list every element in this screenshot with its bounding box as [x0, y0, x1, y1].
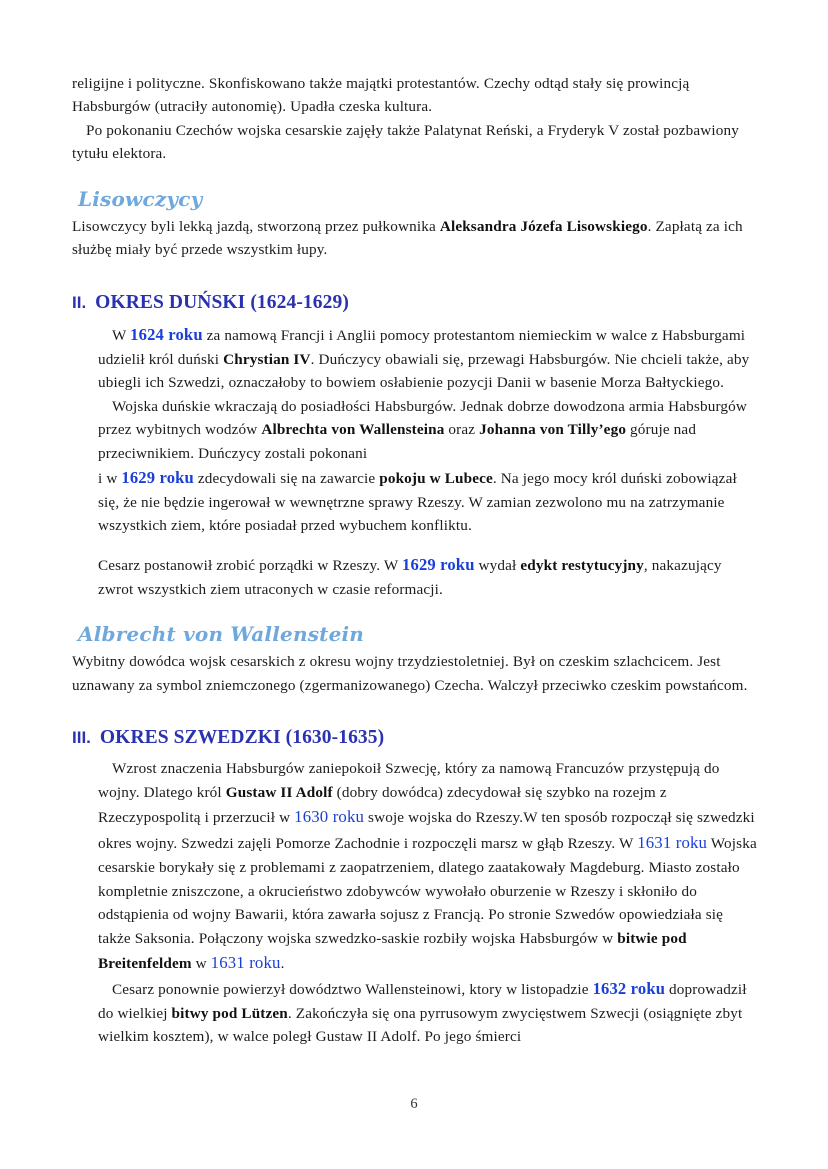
date-highlight-1632: 1632 roku — [592, 979, 666, 999]
text-run: . Zakończyła się ona pyrrusowym zwycięstwem Szwecji (osiągnięte zbyt wielkim kosztem), w walce poległ Gustaw II Adolf. Po jego śmierci — [98, 1004, 743, 1046]
text-run: Wojska duńskie wkraczają do posiadłości Habsburgów. Jednak dobrze dowodzona armia Habsburgów przez wybitnych wodzów — [98, 397, 748, 439]
section-heading-2 — [72, 292, 758, 314]
wallenstein-paragraph: Wybitny dowódca wojsk cesarskich z okresu wojny trzydziestoletniej. Był on czeskim szlachcicem. Jest uznawany za symbol zniemczonego (zgermanizowanego) Czecha. Walczył przeciwko czeskim powstańcom. — [72, 653, 748, 694]
text-run: zdecydowali się na zawarcie — [193, 470, 380, 488]
text-run: doprowadził do wielkiej — [98, 981, 747, 1022]
text-run: w — [191, 955, 211, 973]
text-run: góruje nad przeciwnikiem. Duńczycy zostali pokonani — [98, 421, 697, 462]
text-run: (dobry dowódca) zdecydował się szybko na rozejm z Rzeczypospolitą i przerzucił w — [98, 783, 667, 827]
text-run: . — [280, 955, 285, 973]
page-number: 6 — [410, 1096, 418, 1112]
heading-albrecht-von-wallenstein: Albrecht von Wallenstein — [78, 622, 365, 647]
section-3-body — [98, 757, 758, 1048]
bold-run-lisowski: Aleksandra Józefa Lisowskiego — [439, 217, 648, 235]
text-run: . Zapłatą za ich służbę miały być przede wszystkim łupy. — [72, 217, 743, 259]
bold-run-breitenfeld: bitwie pod Breitenfeldem — [98, 929, 687, 973]
bold-run-edykt: edykt restytucyjny — [520, 556, 644, 574]
text-run: Lisowczycy byli lekką jazdą, stworzoną przez pułkownika — [72, 217, 440, 235]
section-2-paragraph-4 — [98, 552, 758, 601]
intro-paragraph-1: religijne i polityczne. Skonfiskowano także majątki protestantów. Czechy odtąd stały się prowincją Habsburgów (utraciły autonomię). Upadła czeska kultura. — [72, 75, 690, 116]
bold-run-pokoj-lubece: pokoju w Lubece — [379, 470, 493, 488]
section-2-paragraph-2 — [98, 395, 758, 465]
page-content — [72, 72, 758, 1049]
text-run: Wzrost znaczenia Habsburgów zaniepokoił Szwecję, który za namową Francuzów przystępują do wojny. Dlatego król — [98, 760, 720, 801]
section-3-paragraph-2 — [98, 976, 758, 1049]
section-title: OKRES DUŃSKI (1624-1629) — [95, 291, 349, 313]
section-number: III. — [72, 728, 91, 748]
text-run: i w — [98, 470, 122, 488]
text-run: W — [112, 327, 131, 345]
date-highlight-1629-a: 1629 roku — [121, 468, 194, 488]
lisowczycy-paragraph — [72, 215, 758, 262]
heading-lisowczycy: Lisowczycy — [78, 186, 203, 211]
date-highlight-1631-b: 1631 roku — [210, 953, 281, 973]
bold-run-gustaw-ii-adolf: Gustaw II Adolf — [225, 783, 333, 801]
section-3-paragraph-1 — [98, 757, 758, 976]
bold-run-chrystian-iv: Chrystian IV — [223, 350, 311, 368]
section-number: II. — [72, 292, 87, 312]
bold-run-tilly: Johanna von Tilly’ego — [479, 421, 627, 439]
text-run: . Duńczycy obawiali się, przewagi Habsburgów. Nie chcieli także, aby ubiegli ich Szwedzi, oznaczałoby to bowiem osłabienie pozycji Danii w basenie Morza Bałtyckiego. — [98, 350, 750, 392]
date-highlight-1630: 1630 roku — [294, 807, 365, 827]
intro-paragraph-2: Po pokonaniu Czechów wojska cesarskie zajęły także Palatynat Reński, a Fryderyk V został pozbawiony tytułu elektora. — [72, 121, 740, 163]
text-run: Cesarz ponownie powierzył dowództwo Wallensteinowi, ktory w listopadzie — [112, 981, 593, 999]
section-2-paragraph-1 — [98, 322, 758, 395]
text-run: , nakazujący zwrot wszystkich ziem utraconych w czasie reformacji. — [98, 556, 722, 598]
date-highlight-1631-a: 1631 roku — [637, 833, 708, 853]
text-run: . Na jego mocy król duński zobowiązał się, że nie będzie ingerował w wewnętrzne sprawy Rzeszy. W zamian zezwolono mu na zatrzymanie wszystkich ziem, które posiadał przed wybuchem konfliktu. — [98, 470, 737, 535]
section-title: OKRES SZWEDZKI (1630-1635) — [99, 727, 385, 749]
date-highlight-1629-b: 1629 roku — [402, 554, 475, 574]
section-heading-3 — [72, 727, 758, 749]
text-run: Wojska cesarskie borykały się z problemami z zaopatrzeniem, dlatego zaatakowały Magdeburg. Miasto zostało kompletnie zniszczone, a okrucieństwo zdobywców wywołało oburzenie w Rzeszy i skłoniło do odstąpienia od wojny Bawarii, która zawarła sojusz z Francją. Po stronie Szwedów opowiedziała się także Saksonia. Połączony wojska szwedzko-saskie rozbiły wojska Habsburgów w — [98, 835, 757, 947]
text-run: Cesarz postanowił zrobić porządki w Rzeszy. W — [98, 556, 403, 574]
bold-run-wallenstein: Albrechta von Wallensteina — [261, 421, 445, 439]
text-run: oraz — [444, 421, 480, 439]
section-2-paragraph-3 — [98, 465, 758, 538]
text-run: swoje wojska do Rzeszy.W ten sposób rozpoczął się szwedzki okres wojny. Szwedzi zajęli Pomorze Zachodnie i rozpoczęli marsz w głąb Rzeszy. W — [98, 809, 755, 853]
section-2-body — [98, 322, 758, 601]
bold-run-lutzen: bitwy pod Lützen — [171, 1004, 288, 1022]
text-run: wydał — [474, 556, 521, 574]
text-run: za namową Francji i Anglii pomocy protestantom niemieckim w walce z Habsburgami udzielił król duński — [98, 327, 746, 368]
date-highlight-1624: 1624 roku — [130, 325, 203, 345]
